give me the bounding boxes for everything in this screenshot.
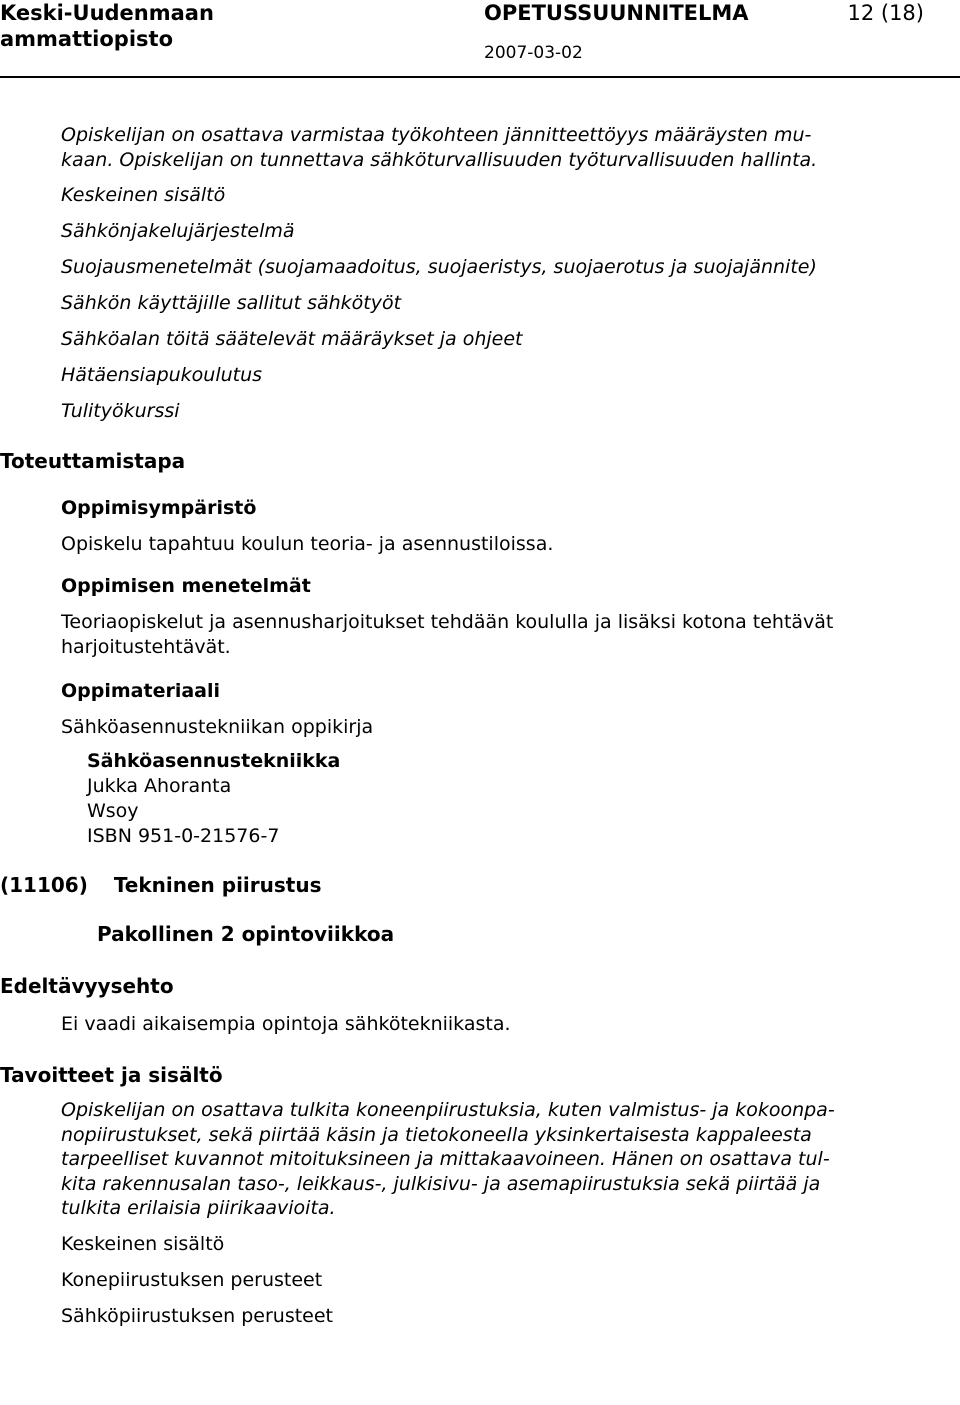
page-header [0,0,960,78]
goals-line: Opiskelijan on osattava tulkita koneenpiirustuksia, kuten valmistus- ja kokoonpa- [61,1099,835,1121]
material-heading: Oppimateriaali [61,680,221,702]
prerequisite-text: Ei vaadi aikaisempia opintoja sähkötekniikasta. [61,1013,511,1035]
list-item: Sähkönjakelujärjestelmä [61,220,295,242]
methods-text [61,610,941,660]
course-core-content [61,1231,941,1339]
organization-name [0,0,214,52]
book-publisher: Wsoy [87,800,139,822]
implementation-heading: Toteuttamistapa [0,449,186,473]
methods-line: Teoriaopiskelut ja asennusharjoitukset tehdään koululla ja lisäksi kotona tehtävät [61,611,834,633]
document-title: OPETUSSUUNNITELMA [484,1,749,25]
core-content-section [61,182,941,434]
course-scope: Pakollinen 2 opintoviikkoa [97,922,395,946]
list-item: Sähköpiirustuksen perusteet [61,1305,334,1327]
list-item: Tulityökurssi [61,400,180,422]
course-heading [0,871,960,899]
page-number: 12 (18) [847,1,924,25]
book-author: Jukka Ahoranta [87,775,232,797]
material-text: Sähköasennustekniikan oppikirja [61,716,374,738]
goals-line: kita rakennusalan taso-, leikkaus-, julkisivu- ja asemapiirustuksia sekä piirtää ja [61,1172,821,1195]
organization-name-line1: Keski-Uudenmaan [0,1,214,25]
goals-line: nopiirustukset, sekä piirtää käsin ja tietokoneella yksinkertaisesta kappaleesta [61,1123,812,1146]
methods-line: harjoitustehtävät. [61,636,231,658]
environment-heading: Oppimisympäristö [61,497,257,519]
list-item: Sähköalan töitä säätelevät määräykset ja ohjeet [61,328,523,350]
goals-line: tarpeelliset kuvannot mitoituksineen ja mittakaavoineen. Hänen on osattava tul- [61,1148,830,1171]
core-content-heading: Keskeinen sisältö [61,184,226,206]
list-item: Konepiirustuksen perusteet [61,1269,323,1291]
course-code: (11106) [0,873,88,897]
core-content-heading: Keskeinen sisältö [61,1233,225,1255]
header-divider [0,76,960,78]
course-name: Tekninen piirustus [113,873,322,897]
intro-paragraph [61,123,941,173]
book-reference [87,749,687,849]
intro-line: kaan. Opiskelijan on tunnettava sähköturvallisuuden työturvallisuuden hallinta. [61,149,818,171]
list-item: Sähkön käyttäjille sallitut sähkötyöt [61,292,402,314]
goals-heading: Tavoitteet ja sisältö [0,1063,223,1087]
intro-line: Opiskelijan on osattava varmistaa työkohteen jännitteettöyys määräysten mu- [61,124,812,146]
book-title: Sähköasennustekniikka [87,750,341,772]
goals-line: tulkita erilaisia piirikaavioita. [61,1197,336,1220]
document-date: 2007-03-02 [484,43,583,63]
prerequisite-heading: Edeltävyysehto [0,974,174,998]
methods-heading: Oppimisen menetelmät [61,575,311,597]
book-isbn: ISBN 951-0-21576-7 [87,825,280,847]
list-item: Suojausmenetelmät (suojamaadoitus, suojaeristys, suojaerotus ja suojajännite) [61,256,817,278]
goals-paragraph [61,1098,941,1221]
environment-text: Opiskelu tapahtuu koulun teoria- ja asennustiloissa. [61,533,554,555]
list-item: Hätäensiapukoulutus [61,364,263,386]
organization-name-line2: ammattiopisto [0,27,174,51]
